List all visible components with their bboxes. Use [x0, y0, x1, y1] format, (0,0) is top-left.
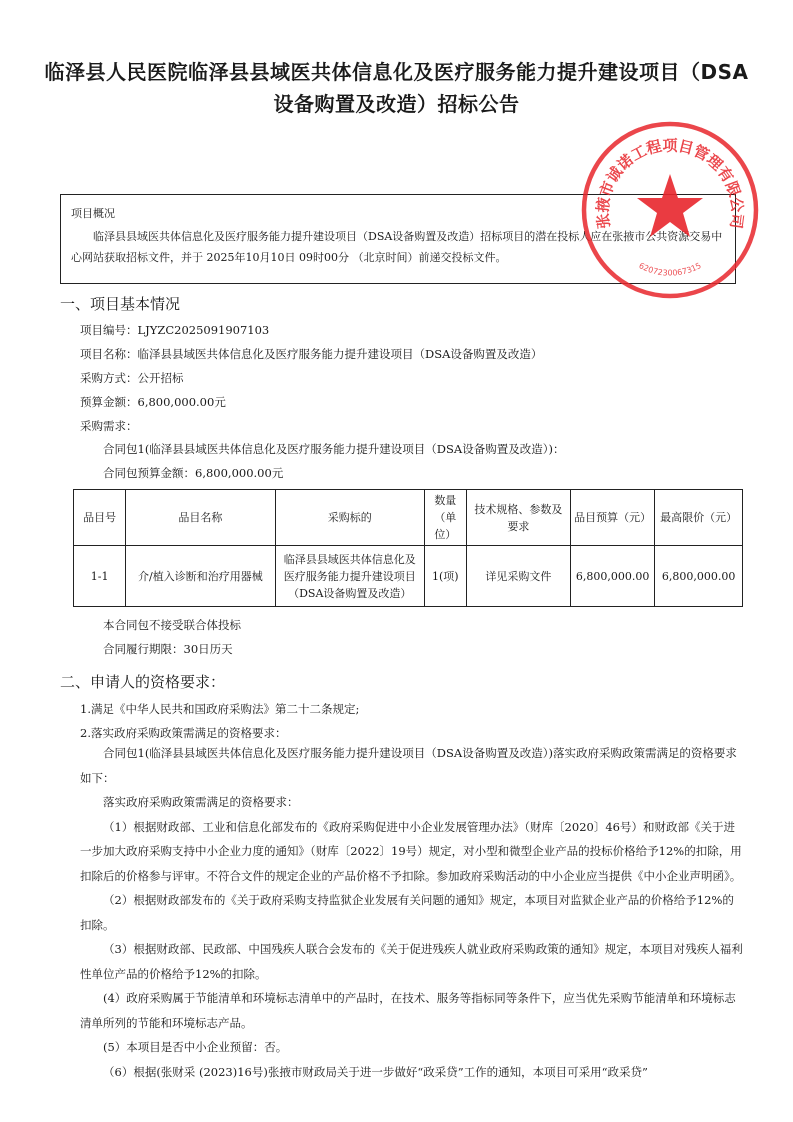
svg-text:6207230067315 [637, 261, 702, 278]
policy-paragraph-1: （1）根据财政部、工业和信息化部发布的《政府采购促进中小企业发展管理办法》（财库〔2020〕46号）和财政部《关于进一步加大政府采购支持中小企业力度的通知》（财库〔2022〕19号）规定，对小型和微型企业产品的投标价格给予12%的扣除，用扣除后的价格参与评审。不符合文件的规定企业的产品价格不予扣除。参加政府采购活动的中小企业应当提供《中小企业声明函》。 [80, 819, 742, 883]
seal-code: 6207230067315 [637, 261, 703, 278]
lot-budget: 合同包预算金额：6,800,000.00元 [103, 466, 284, 480]
table-cell: 1-1 [74, 546, 126, 607]
procurement-method: 采购方式：公开招标 [80, 371, 184, 385]
table-cell: 1(项) [424, 546, 466, 607]
qualification-item-1: 1.满足《中华人民共和国政府采购法》第二十二条规定; [80, 702, 360, 716]
column-header: 品目号 [74, 490, 126, 546]
column-header: 品目名称 [126, 490, 275, 546]
project-name: 项目名称：临泽县县域医共体信息化及医疗服务能力提升建设项目（DSA设备购置及改造） [80, 347, 543, 361]
table-cell: 临泽县县域医共体信息化及医疗服务能力提升建设项目（DSA设备购置及改造） [275, 546, 424, 607]
requirements-label: 采购需求： [80, 419, 138, 433]
table-row [74, 546, 743, 607]
overview-body: 临泽县县域医共体信息化及医疗服务能力提升建设项目（DSA设备购置及改造）招标项目的潜在投标人应在张掖市公共资源交易中心网站获取招标文件，并于 2025年10月10日 09时00分 （北京时间）前递交投标文件。 [71, 230, 723, 264]
policy-paragraph-5: (5）本项目是否中小企业预留：否。 [103, 1040, 288, 1054]
qualification-item-2: 2.落实政府采购政策需满足的资格要求： [80, 726, 287, 740]
column-header: 技术规格、参数及要求 [466, 490, 570, 546]
lot-description: 合同包1(临泽县县域医共体信息化及医疗服务能力提升建设项目（DSA设备购置及改造）)： [103, 442, 565, 456]
section2-heading: 二、申请人的资格要求： [60, 673, 226, 691]
column-header: 采购标的 [275, 490, 424, 546]
column-header: 数量（单位） [424, 490, 466, 546]
budget-amount: 预算金额：6,800,000.00元 [80, 395, 226, 409]
overview-heading: 项目概况 [71, 207, 115, 220]
table-cell: 介/植入诊断和治疗用器械 [126, 546, 275, 607]
policy-heading: 落实政府采购政策需满足的资格要求： [103, 795, 299, 809]
section1-heading: 一、项目基本情况 [60, 295, 181, 313]
table-cell: 6,800,000.00 [655, 546, 743, 607]
policy-paragraph-6: （6）根据(张财采 (2023)16号)张掖市财政局关于进一步做好“政采贷”工作的通知，本项目可采用“政采贷” [103, 1064, 648, 1079]
policy-paragraph-4: (4）政府采购属于节能清单和环境标志清单中的产品时，在技术、服务等指标同等条件下，应当优先采购节能清单和环境标志清单所列的节能和环境标志产品。 [80, 991, 736, 1030]
table-cell: 6,800,000.00 [571, 546, 655, 607]
no-consortium-note: 本合同包不接受联合体投标 [103, 618, 241, 632]
contract-period: 合同履行期限：30日历天 [103, 642, 233, 656]
items-table [73, 489, 743, 607]
project-number: 项目编号：LJYZC2025091907103 [80, 323, 270, 337]
policy-paragraph-3: （3）根据财政部、民政部、中国残疾人联合会发布的《关于促进残疾人就业政府采购政策的通知》规定，本项目对残疾人福利性单位产品的价格给予12%的扣除。 [80, 942, 743, 981]
table-header-row [74, 490, 743, 546]
qualification-text [80, 741, 745, 1084]
page-title: 临泽县人民医院临泽县县域医共体信息化及医疗服务能力提升建设项目（DSA设备购置及改造）招标公告 [44, 60, 749, 116]
lot-requirement: 合同包1(临泽县县域医共体信息化及医疗服务能力提升建设项目（DSA设备购置及改造）)落实政府采购政策需满足的资格要求如下： [80, 746, 737, 785]
company-seal-icon [578, 118, 762, 302]
policy-paragraph-2: （2）根据财政部发布的《关于政府采购支持监狱企业发展有关问题的通知》规定，本项目对监狱企业产品的价格给予12%的扣除。 [80, 893, 734, 932]
seal-text: 张掖市诚诺工程项目管理有限公司 [593, 136, 747, 230]
column-header: 最高限价（元） [655, 490, 743, 546]
column-header: 品目预算（元） [571, 490, 655, 546]
table-cell: 详见采购文件 [466, 546, 570, 607]
